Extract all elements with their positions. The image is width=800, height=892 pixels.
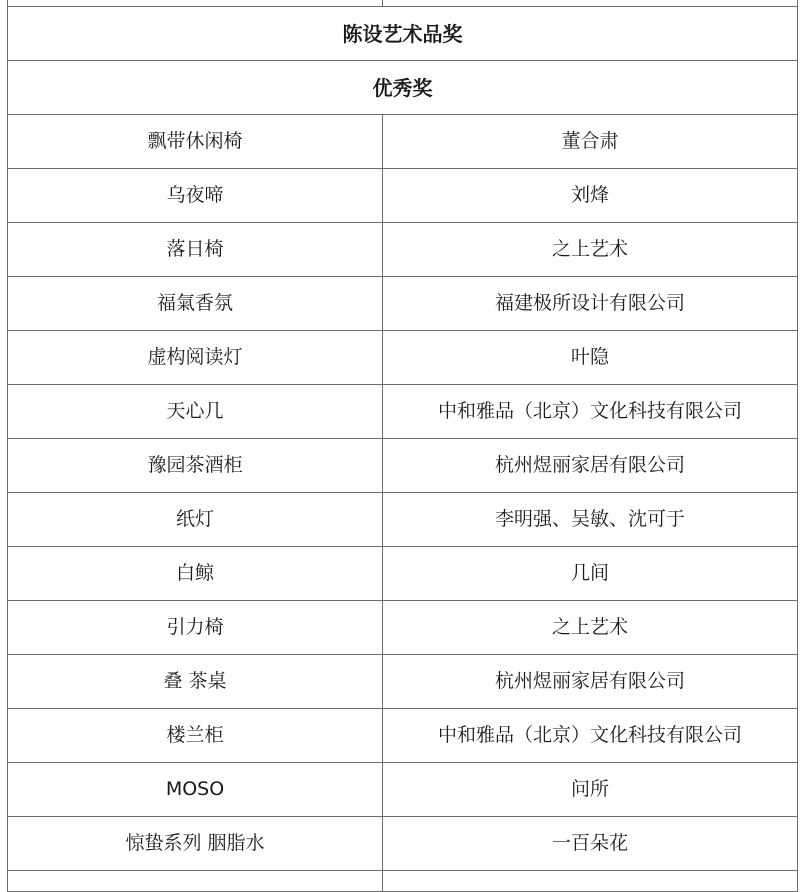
designer-cell: 一百朵花 (383, 817, 798, 871)
designer-cell: 问所 (383, 763, 798, 817)
designer-cell: 之上艺术 (383, 223, 798, 277)
designer-cell: 刘烽 (383, 169, 798, 223)
table-row (8, 763, 798, 817)
work-name-cell: 豫园茶酒柜 (8, 439, 383, 493)
work-name-cell: 虚构阅读灯 (8, 331, 383, 385)
category-header-row (8, 7, 798, 61)
category-title: 陈设艺术品奖 (8, 7, 798, 61)
designer-cell: 福建极所设计有限公司 (383, 277, 798, 331)
designer-cell: 几间 (383, 547, 798, 601)
work-name-cell: 引力椅 (8, 601, 383, 655)
table-row (8, 439, 798, 493)
work-name-cell: 楼兰柜 (8, 709, 383, 763)
work-name-cell: 白鲸 (8, 547, 383, 601)
designer-cell: 中和雅品（北京）文化科技有限公司 (383, 385, 798, 439)
award-level-title: 优秀奖 (8, 61, 798, 115)
table-cell (383, 871, 798, 892)
table-row (8, 223, 798, 277)
table-row (8, 817, 798, 871)
work-name-cell: 乌夜啼 (8, 169, 383, 223)
work-name-cell: 福氣香氛 (8, 277, 383, 331)
table-row (8, 169, 798, 223)
award-level-row (8, 61, 798, 115)
work-name-cell: 纸灯 (8, 493, 383, 547)
designer-cell: 中和雅品（北京）文化科技有限公司 (383, 709, 798, 763)
designer-cell: 董合肃 (383, 115, 798, 169)
designer-cell: 杭州煜丽家居有限公司 (383, 439, 798, 493)
table-row (8, 115, 798, 169)
awards-table (7, 0, 798, 892)
designer-cell: 之上艺术 (383, 601, 798, 655)
designer-cell: 叶隐 (383, 331, 798, 385)
work-name-cell: 天心几 (8, 385, 383, 439)
work-name-cell: 飘带休闲椅 (8, 115, 383, 169)
work-name-cell: 叠 茶桌 (8, 655, 383, 709)
table-cell (8, 871, 383, 892)
designer-cell: 李明强、吴敏、沈可于 (383, 493, 798, 547)
table-row (8, 331, 798, 385)
table-row (8, 547, 798, 601)
table-row (8, 277, 798, 331)
table-row (8, 385, 798, 439)
table-row (8, 655, 798, 709)
table-row (8, 493, 798, 547)
table-row (8, 601, 798, 655)
work-name-cell: 落日椅 (8, 223, 383, 277)
table-row (8, 709, 798, 763)
work-name-cell: MOSO (8, 763, 383, 817)
work-name-cell: 惊蛰系列 胭脂水 (8, 817, 383, 871)
table-row-bottom-partial (8, 871, 798, 892)
designer-cell: 杭州煜丽家居有限公司 (383, 655, 798, 709)
